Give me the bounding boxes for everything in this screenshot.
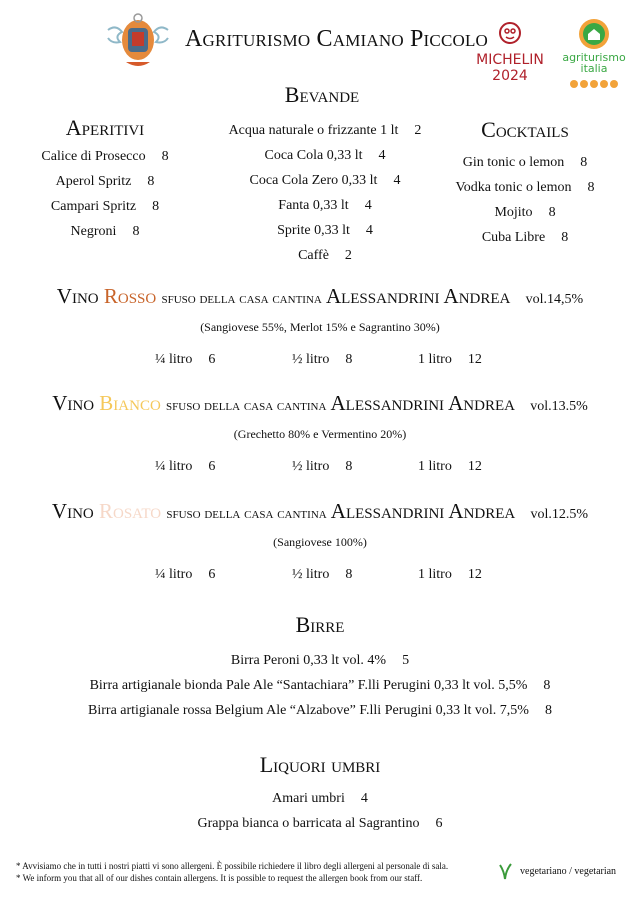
wine-producer-surname: Alessandrini (325, 284, 440, 308)
wine-price: 8 (345, 352, 353, 367)
wine-price-option (155, 459, 215, 475)
list-item (0, 673, 640, 698)
wine-vol: vol.14,5% (525, 292, 584, 307)
wine-size: 1 litro (418, 459, 452, 474)
wine-price: 12 (467, 459, 482, 474)
rating-dot (590, 80, 598, 88)
list-item (440, 200, 610, 225)
birre-title: Birre (295, 612, 345, 637)
wine-prefix: Vino (51, 499, 94, 523)
item-price: 4 (378, 148, 386, 163)
michelin-year: 2024 (492, 68, 528, 84)
wine-description: sfuso della casa cantina (166, 506, 327, 522)
list-item (200, 143, 450, 168)
wine-price: 12 (467, 567, 482, 582)
wine-producer-surname: Alessandrini (330, 499, 445, 523)
allergen-note-en: * We inform you that all of our dishes contain allergens. It is possible to request the allergen book from our staff. (16, 873, 423, 883)
item-name: Aperol Spritz (55, 174, 132, 189)
item-price: 8 (544, 703, 552, 718)
item-name: Coca Cola Zero 0,33 lt (249, 173, 378, 188)
item-price: 2 (414, 123, 422, 138)
list-item (0, 786, 640, 811)
wine-description: sfuso della casa cantina (161, 291, 322, 307)
wine-grapes: (Sangiovese 55%, Merlot 15% e Sagrantino 30%) (200, 320, 440, 334)
wine-price: 8 (345, 567, 353, 582)
wine-vol: vol.12.5% (530, 507, 589, 522)
wine-price-option (418, 352, 482, 368)
wine-price-option (155, 352, 215, 368)
wine-prefix: Vino (52, 391, 95, 415)
item-name: Acqua naturale o frizzante 1 lt (228, 123, 399, 138)
item-price: 2 (344, 248, 352, 263)
cocktails-title: Cocktails (481, 117, 569, 142)
michelin-label: MICHELIN (476, 52, 544, 68)
wine-color-word: Rosso (103, 284, 157, 308)
item-name: Birra artigianale rossa Belgium Ale “Alzabove” F.lli Perugini 0,33 lt vol. 7,5% (88, 703, 529, 718)
wine-producer-name: Andrea (443, 284, 511, 308)
wine-color-word: Rosato (99, 499, 162, 523)
cocktails-column (440, 114, 610, 250)
item-name: Grappa bianca o barricata al Sagrantino (197, 816, 420, 831)
item-name: Birra artigianale bionda Pale Ale “Santachiara” F.lli Perugini 0,33 lt vol. 5,5% (89, 678, 528, 693)
wine-description: sfuso della casa cantina (166, 398, 327, 414)
wine-producer-name: Andrea (448, 391, 515, 415)
list-item (200, 168, 450, 193)
michelin-bibendum-icon (497, 20, 523, 46)
rating-dot (570, 80, 578, 88)
allergen-notes (16, 860, 448, 884)
wine-size: ¼ litro (155, 459, 193, 474)
item-price: 8 (132, 224, 140, 239)
item-name: Mojito (494, 205, 533, 220)
list-item (15, 169, 195, 194)
wine-color-word: Bianco (99, 391, 161, 415)
wine-title (0, 391, 640, 416)
list-item (440, 225, 610, 250)
wine-size: ¼ litro (155, 352, 193, 367)
wine-size: ½ litro (292, 567, 330, 582)
vegetarian-legend (498, 862, 616, 880)
agri-line1: agriturismo (562, 51, 626, 64)
wine-size: ¼ litro (155, 567, 193, 582)
item-price: 8 (147, 174, 155, 189)
list-item (200, 218, 450, 243)
agri-line2: italia (580, 62, 608, 75)
item-price: 4 (393, 173, 401, 188)
restaurant-name: Agriturismo Camiano Piccolo (185, 26, 489, 52)
item-price: 8 (548, 205, 556, 220)
section-title-bevande: Bevande (284, 82, 360, 107)
list-item (200, 243, 450, 268)
item-name: Coca Cola 0,33 lt (264, 148, 363, 163)
wine-price: 6 (208, 459, 216, 474)
item-name: Birra Peroni 0,33 lt vol. 4% (230, 653, 387, 668)
wine-vol: vol.13.5% (530, 399, 588, 414)
list-item (440, 150, 610, 175)
aperitivi-column (15, 112, 195, 244)
item-price: 4 (360, 791, 368, 806)
item-price: 4 (365, 223, 373, 238)
item-price: 8 (152, 199, 160, 214)
wine-grapes: (Sangiovese 100%) (273, 535, 367, 549)
aperitivi-title: Aperitivi (65, 115, 145, 140)
rating-dots (562, 80, 626, 88)
birre-list (0, 648, 640, 723)
list-item (0, 811, 640, 836)
item-price: 8 (561, 230, 569, 245)
item-name: Fanta 0,33 lt (278, 198, 349, 213)
list-item (200, 193, 450, 218)
list-item (15, 194, 195, 219)
wine-price: 8 (345, 459, 353, 474)
rating-dot (600, 80, 608, 88)
wine-price-option (292, 567, 352, 583)
item-name: Sprite 0,33 lt (277, 223, 350, 238)
wine-size: 1 litro (418, 567, 452, 582)
wine-price-option (155, 567, 215, 583)
item-name: Negroni (70, 224, 117, 239)
wine-price-option (292, 459, 352, 475)
allergen-note-it: * Avvisiamo che in tutti i nostri piatti vi sono allergeni. È possibile richiedere il libro degli allergeni al personale di sala. (16, 861, 449, 871)
wine-price-option (292, 352, 352, 368)
list-item (200, 118, 450, 143)
item-name: Gin tonic o lemon (462, 155, 565, 170)
coat-of-arms-logo (104, 12, 172, 70)
bevande-column (200, 118, 450, 268)
item-name: Vodka tonic o lemon (455, 180, 572, 195)
item-price: 8 (580, 155, 588, 170)
wine-size: 1 litro (418, 352, 452, 367)
list-item (15, 144, 195, 169)
item-name: Calice di Prosecco (41, 149, 146, 164)
vegetarian-leaf-icon (498, 862, 512, 880)
list-item (0, 648, 640, 673)
wine-title (0, 284, 640, 309)
item-name: Campari Spritz (50, 199, 137, 214)
wine-price: 6 (208, 352, 216, 367)
wine-title (0, 499, 640, 524)
wine-prefix: Vino (56, 284, 99, 308)
vegetarian-label: vegetariano / vegetarian (520, 865, 617, 877)
liquori-title: Liquori umbri (259, 752, 381, 777)
wine-producer-name: Andrea (448, 499, 516, 523)
item-price: 5 (402, 653, 410, 668)
list-item (0, 698, 640, 723)
wine-price: 6 (208, 567, 216, 582)
sun-farmhouse-icon (577, 18, 611, 50)
wine-size: ½ litro (292, 459, 330, 474)
wine-price: 12 (467, 352, 482, 367)
item-price: 4 (364, 198, 372, 213)
item-price: 6 (435, 816, 443, 831)
item-name: Amari umbri (272, 791, 345, 806)
item-price: 8 (587, 180, 595, 195)
wine-producer-surname: Alessandrini (330, 391, 445, 415)
item-name: Caffè (298, 248, 329, 263)
michelin-badge (470, 20, 550, 84)
list-item (15, 219, 195, 244)
wine-price-option (418, 459, 482, 475)
item-price: 8 (543, 678, 551, 693)
item-price: 8 (161, 149, 169, 164)
liquori-list (0, 786, 640, 836)
agriturismo-italia-badge (562, 18, 626, 88)
rating-dot (610, 80, 618, 88)
list-item (440, 175, 610, 200)
wine-size: ½ litro (292, 352, 330, 367)
rating-dot (580, 80, 588, 88)
wine-price-option (418, 567, 482, 583)
wine-grapes: (Grechetto 80% e Vermentino 20%) (233, 427, 407, 441)
item-name: Cuba Libre (481, 230, 546, 245)
